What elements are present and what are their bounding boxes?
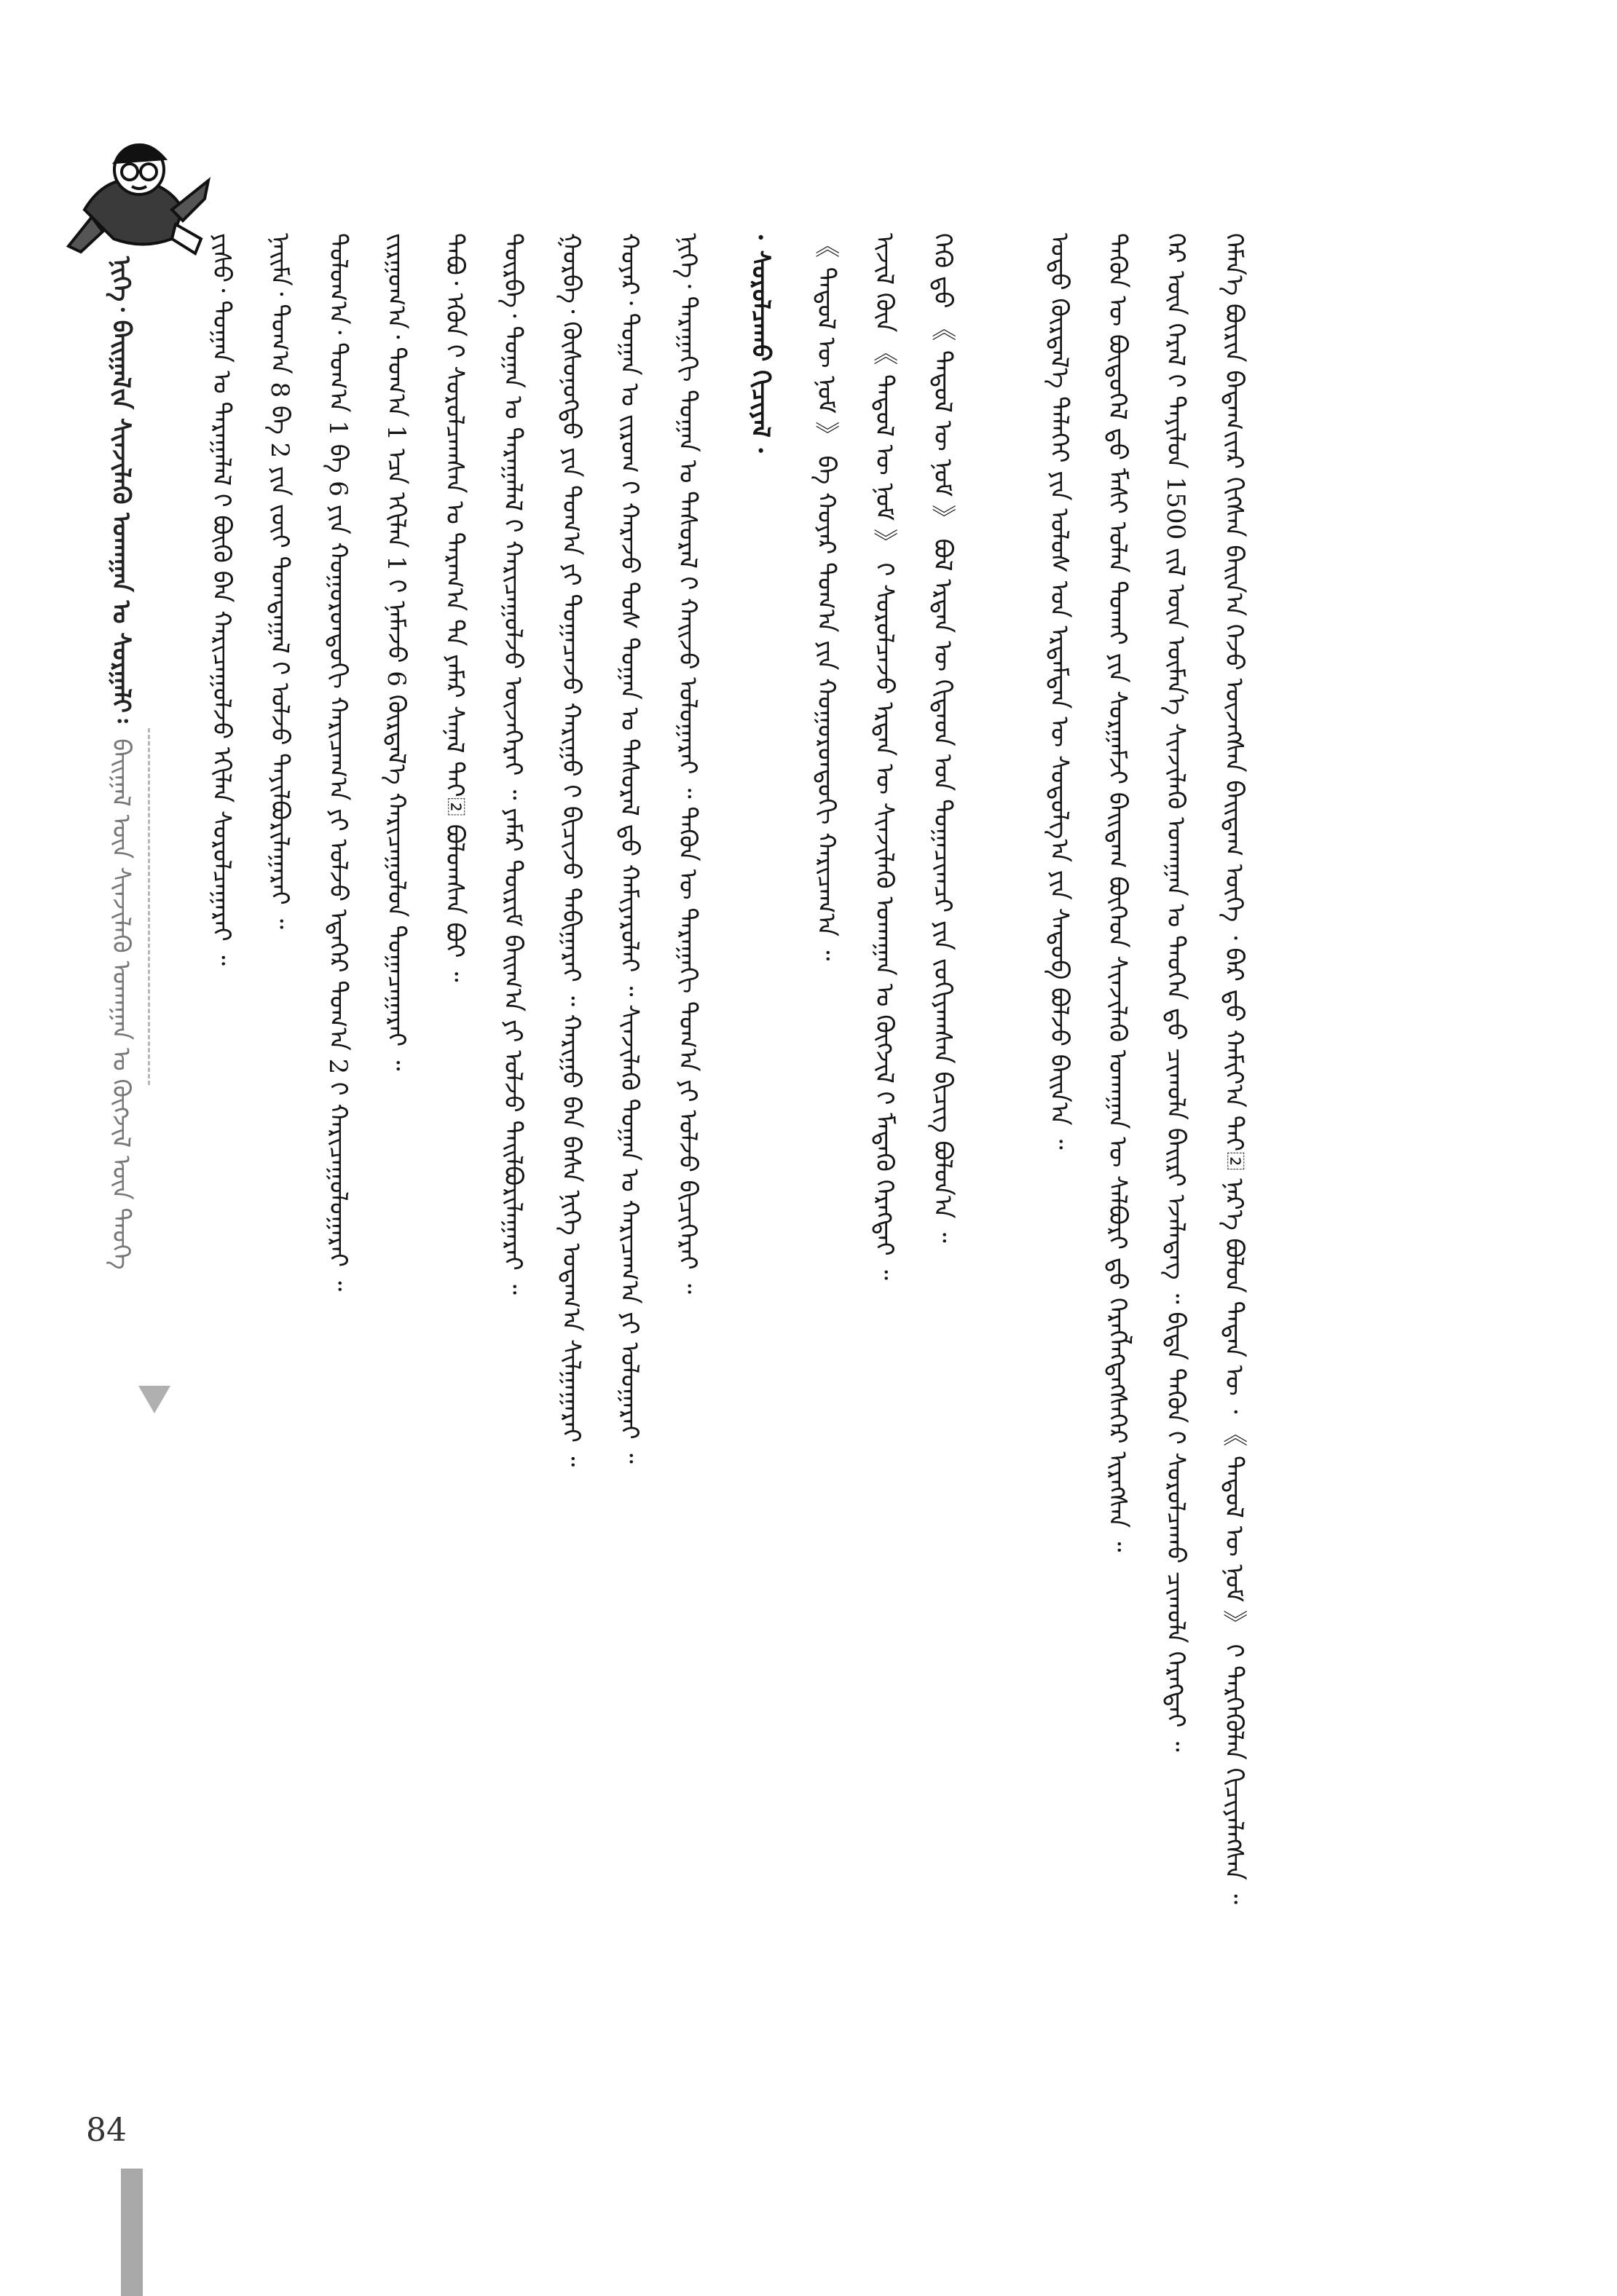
column-text: ᠶᠢᠰᠦ᠂ ᠲᠣᠭᠠᠨ ᠤ ᠳᠠᠷᠠᠭᠠᠯᠠᠯ ᠢ᠋ ᠪᠦᠬᠦ ᠪᠠᠨ ᠬᠠᠷᠢᠴᠠᠭᠤᠯᠵᠤ ᠡᠬᠢᠯᠡᠨ ᠰᠤᠷᠤᠯᠴᠠᠭᠠᠷᠠᠢ ᠃ <box>207 233 236 966</box>
text-column <box>1215 233 1253 2024</box>
section-heading-text: · ᠰᠤᠷᠤᠯᠴᠠᠬᠤ ᠬᠢᠴᠢᠶᠡᠯ · <box>746 233 775 455</box>
header-divider <box>148 728 150 1085</box>
text-column <box>319 233 357 2024</box>
text-column <box>807 233 845 2024</box>
column-text: ᠭᠤᠷᠪᠠ᠂ ᠬᠦᠰᠦᠨᠦᠭᠲᠦ ᠶᠢᠨ ᠲᠣᠭ᠎ᠠ ᠶᠢ ᠲᠣᠭᠠᠴᠠᠵᠤ ᠬᠠᠷᠢᠭᠤ ᠢ᠋ ᠪᠢᠴᠢᠵᠦ ᠲᠠᠪᠢᠭᠠᠷᠠᠢ ᠃ ᠬᠠᠷᠢᠭᠤ ᠪᠠᠨ ᠪᠠᠰᠠ ᠨᠢᠭᠡ ᠤᠳᠠᠭ᠎ᠠ ᠰᠢᠯᠭᠠᠭᠠᠷᠠᠢ ᠃ <box>556 233 586 1467</box>
text-column <box>436 233 473 2024</box>
column-text: ᠳᠥᠷᠪᠡ᠂ ᠲᠣᠭᠠᠨ ᠤ ᠳᠠᠷᠠᠭᠠᠯᠠᠯ ᠢ᠋ ᠬᠠᠷᠢᠴᠠᠭᠤᠯᠵᠤ ᠦᠵᠡᠭᠡᠷᠡᠢ ᠃ ᠶᠠᠮᠠᠷ ᠳᠦᠷᠢᠮ ᠪᠠᠢ᠌ᠭ᠎ᠠ ᠶᠢ ᠣᠯᠵᠤ ᠲᠠᠢ᠌ᠯᠪᠤᠷᠢᠯᠠᠭᠠᠷᠠᠢ ᠃ <box>498 233 527 1295</box>
triangle-marker-icon <box>138 1386 170 1413</box>
page-number: 84 <box>86 2112 127 2149</box>
text-column <box>552 233 590 2024</box>
running-header <box>102 256 153 1407</box>
text-column <box>865 233 903 2024</box>
text-column <box>669 233 707 2024</box>
column-text: ᠢᠵᠢᠯ ᠬᠦᠨ 《 ᠲᠠᠳᠦᠯ ᠦ ᠨᠤᠮ 》 ᠢ᠋ ᠰᠤᠷᠤᠯᠴᠠᠵᠤ ᠡᠷᠲᠡᠨ ᠦ ᠰᠢᠨᠵᠢᠯᠡᠬᠦ ᠤᠬᠠᠭᠠᠨ ᠤ ᠬᠦᠭᠵᠢᠯ ᠢ᠋ ᠮᠡᠳᠡᠬᠦ ᠬᠡᠷᠡᠭᠲᠡᠢ ᠃ <box>870 233 899 1280</box>
text-column <box>1157 233 1195 2024</box>
page-edge-tab <box>121 2169 143 2296</box>
section-heading <box>741 233 779 2024</box>
text-column <box>202 233 240 2024</box>
column-text: ᠨᠢᠭᠡ᠂ ᠳᠠᠷᠠᠭᠠᠬᠢ ᠲᠣᠭᠠᠨ ᠤ ᠲᠠᠰᠤᠷᠠᠯ ᠢ᠋ ᠬᠠᠢ᠌ᠵᠤ ᠣᠯᠤᠭᠠᠷᠠᠢ ᠃ ᠲᠡᠭᠦᠨ ᠦ ᠳᠠᠷᠠᠭᠠᠬᠢ ᠲᠣᠭ᠎ᠠ ᠶᠢ ᠣᠯᠵᠤ ᠪᠢᠴᠢᠭᠡᠷᠡᠢ ᠃ <box>673 233 702 1294</box>
column-text: ᠬᠡᠮᠡᠨ᠎ᠡ ᠪᠦᠷᠢᠨ ᠪᠠᠳᠠᠭ᠎ᠢ᠋ᠶ᠋ᠠᠷ ᠬᠢᠭᠰᠡᠨ ᠪᠠᠢ᠌ᠨ᠎ᠠ ᠭᠡᠵᠦ ᠦᠵᠡᠭᠰᠡᠨ ᠪᠠᠢ᠌ᠳᠠᠭ ᠦᠭᠡ ᠂ ᠪᠡᠷ ᠳ᠋ᠤ ᠬᠠᠮᠢᠶ᠎ᠠ ᠲᠠᠢ᠌ ᠨᠡᠷ᠎ᠡ ᠪᠤᠯᠤᠨ ᠲᠡᠳᠡᠨ ᠦ ᠂ 《 ᠲᠠᠳᠦᠯ ᠦ ᠨᠤᠮ 》 ᠢ᠋ ᠲᠡᠷᠭᠡᠭᠦᠯᠡᠨ ᠬᠢᠴᠢᠶᠡᠯᠡᠭᠰᠡᠨ ᠃ <box>1219 233 1248 1905</box>
column-text: ᠵᠢᠷᠭᠤᠭ᠎ᠠ᠂ ᠲᠣᠭ᠎ᠠ 1 ᠡᠴᠡ ᠡᠬᠢᠯᠡᠨ 1 ᠢ᠋ ᠨᠡᠮᠡᠵᠦ 6 ᠬᠦᠷᠲᠡᠯ᠎ᠡ ᠬᠠᠷᠢᠴᠠᠭᠤᠯᠤᠨ ᠲᠣᠭᠠᠴᠠᠭᠠᠷᠠᠢ ᠃ <box>382 233 411 1071</box>
text-column <box>494 233 532 2024</box>
column-text: ᠲᠠᠪᠤ᠂ ᠡᠭᠦᠨ ᠢ᠋ ᠰᠤᠷᠤᠯᠴᠠᠭᠰᠠᠨ ᠤ ᠳᠠᠷᠠᠭ᠎ᠠ ᠲᠠ ᠶᠠᠮᠠᠷ ᠰᠠᠨᠠᠯ ᠲᠠᠢ᠌ ᠪᠣᠯᠤᠭᠰᠠᠨ ᠪᠤᠢ ᠃ <box>440 233 469 982</box>
mascot-illustration <box>63 130 216 275</box>
column-text: ᠨᠠᠢ᠌ᠮᠠ᠂ ᠲᠣᠭ᠎ᠠ 8 ᠪᠠ 2 ᠶᠢᠨ ᠵᠦᠢ ᠲᠣᠭᠲᠠᠭᠠᠯ ᠢ᠋ ᠣᠯᠵᠤ ᠲᠠᠶᠢᠯᠪᠤᠷᠢᠯᠠᠭᠠᠷᠠᠢ ᠃ <box>265 233 294 929</box>
text-column <box>377 233 415 2024</box>
column-text: ᠬᠣᠶᠠᠷ᠂ ᠲᠣᠭᠠᠨ ᠤ ᠵᠢᠷᠤᠭ ᠢ᠋ ᠬᠠᠷᠠᠵᠤ ᠲᠤᠰ ᠲᠣᠭᠠᠨ ᠤ ᠲᠠᠰᠤᠷᠠᠯ ᠳ᠋ᠤ ᠬᠠᠮᠢᠶᠠᠷᠤᠯᠠᠢ ᠃ ᠰᠢᠨᠵᠢᠯᠡᠬᠦ ᠲᠣᠭᠠᠨ ᠤ ᠬᠠᠷᠢᠴᠠᠭ᠎ᠠ ᠶᠢ ᠣᠯᠤᠭᠠᠷᠠᠢ ᠃ <box>615 233 644 1464</box>
column-text: ᠣᠳᠣ ᠬᠦᠷᠲᠡᠯ᠎ᠡ ᠳᠡᠯᠡᠬᠡᠢ ᠶᠢᠨ ᠤᠯᠤᠰ ᠤᠨ ᠡᠷᠳᠡᠮᠲᠡᠨ ᠦ ᠰᠤᠳᠤᠯᠭ᠎ᠠ ᠶᠢᠨ ᠰᠡᠳᠦᠪ ᠪᠣᠯᠵᠤ ᠪᠠᠢ᠌ᠨ᠎ᠠ ᠃ <box>1044 233 1074 1150</box>
text-column <box>610 233 648 2024</box>
column-text: ᠭᠡᠷ ᠦᠨ ᠭᠡᠷᠡᠯ ᠢ᠋ ᠲᠠᠶᠢᠯᠤᠨ 1500 ᠵᠢᠯ ᠦᠨ ᠦᠮᠡᠨ᠎ᠡ ᠰᠢᠨᠵᠢᠯᠡᠬᠦ ᠤᠬᠠᠭᠠᠨ ᠤ ᠲᠡᠦᠬᠡᠨ ᠳ᠋ᠦ ᠴᠢᠬᠤᠯᠠ ᠪᠠᠢ᠌ᠷᠢ ᠡᠵᠡᠯᠡᠳᠡᠭ ᠃ ᠪᠢᠳᠡ ᠲᠡᠭᠦᠨ ᠢ᠋ ᠰᠤᠷᠤᠯᠴᠠᠬᠤ ᠴᠢᠬᠤᠯᠠ ᠬᠡᠷᠡᠭᠲᠡᠢ ᠃ <box>1161 233 1190 1752</box>
column-text: ᠳᠣᠯᠣᠭ᠎ᠠ᠂ ᠲᠣᠭ᠎ᠠ 1 ᠪᠠ 6 ᠶᠢᠨ ᠬᠣᠭᠣᠷᠣᠨᠳᠣᠬᠢ ᠬᠠᠷᠢᠴᠠᠭ᠎ᠠ ᠶᠢ ᠣᠯᠵᠤ ᠡᠳᠡᠭᠡᠷ ᠲᠣᠭ᠎ᠠ 2 ᠢ᠋ ᠬᠠᠷᠢᠴᠠᠭᠤᠯᠤᠭᠠᠷᠠᠢ ᠃ <box>323 233 353 1292</box>
column-text: 《 ᠲᠠᠳᠦᠯ ᠦ ᠨᠤᠮ 》 ᠪᠠ ᠬᠣᠶᠠᠷ ᠲᠣᠭ᠎ᠠ ᠶᠢᠨ ᠬᠣᠭᠣᠷᠣᠨᠳᠣᠬᠢ ᠬᠠᠷᠢᠴᠠᠭ᠎ᠠ ᠃ <box>811 233 841 961</box>
text-column <box>1040 233 1078 2024</box>
running-header-title: ᠪᠠᠢ᠌ᠭᠠᠯ ᠦᠨ ᠰᠢᠨᠵᠢᠯᠡᠬᠦ ᠤᠬᠠᠭᠠᠨ ᠤ ᠬᠦᠭᠵᠢᠯ ᠦᠨ ᠲᠡᠦᠬᠡ <box>106 738 135 1270</box>
text-column <box>924 233 961 2024</box>
column-text: ᠭᠡᠬᠦ ᠳ᠋ᠦ 《 ᠲᠠᠳᠦᠯ ᠦ ᠨᠤᠮ 》 ᠪᠣᠯ ᠡᠷᠳᠡᠨ ᠦ ᠬᠢᠲᠠᠳ ᠤᠨ ᠲᠣᠭᠠᠴᠢᠭᠴᠢ ᠶᠢᠨ ᠵᠤᠬᠢᠶᠠᠭᠰᠠᠨ ᠪᠢᠴᠢᠭ ᠪᠣᠯᠤᠨ᠎ᠠ ᠃ <box>928 233 957 1243</box>
text-column <box>261 233 299 2024</box>
column-text: ᠲᠡᠭᠦᠨ ᠦ ᠪᠦᠲᠦᠭᠡᠯ ᠳ᠋ᠤ ᠮᠠᠰᠢ ᠣᠯᠠᠨ ᠲᠤᠬᠠᠢ ᠶᠢᠨ ᠰᠤᠷᠭᠠᠮᠵᠢ ᠪᠠᠢ᠌ᠳᠠᠭ ᠪᠦᠭᠡᠳ ᠰᠢᠨᠵᠢᠯᠡᠬᠦ ᠤᠬᠠᠭᠠᠨ ᠦ ᠰᠠᠯᠪᠤᠷᠢ ᠳ᠋ᠤ ᠬᠡᠷᠡᠭᠯᠡᠭᠳᠡᠭᠰᠡᠭᠡᠷ ᠢᠷᠡᠭᠰᠡᠨ ᠃ <box>1103 233 1132 1553</box>
text-column <box>1098 233 1136 2024</box>
running-header-chapter: ᠨᠢᠭᠡ᠂ ᠪᠠᠢ᠌ᠭᠠᠯ᠎ᠢ᠋ᠨ ᠰᠢᠨᠵᠢᠯᠡᠬᠦ ᠤᠬᠠᠭᠠᠨ ᠤ ᠰᠤᠷᠭᠠᠯᠢ᠄ <box>106 256 135 723</box>
